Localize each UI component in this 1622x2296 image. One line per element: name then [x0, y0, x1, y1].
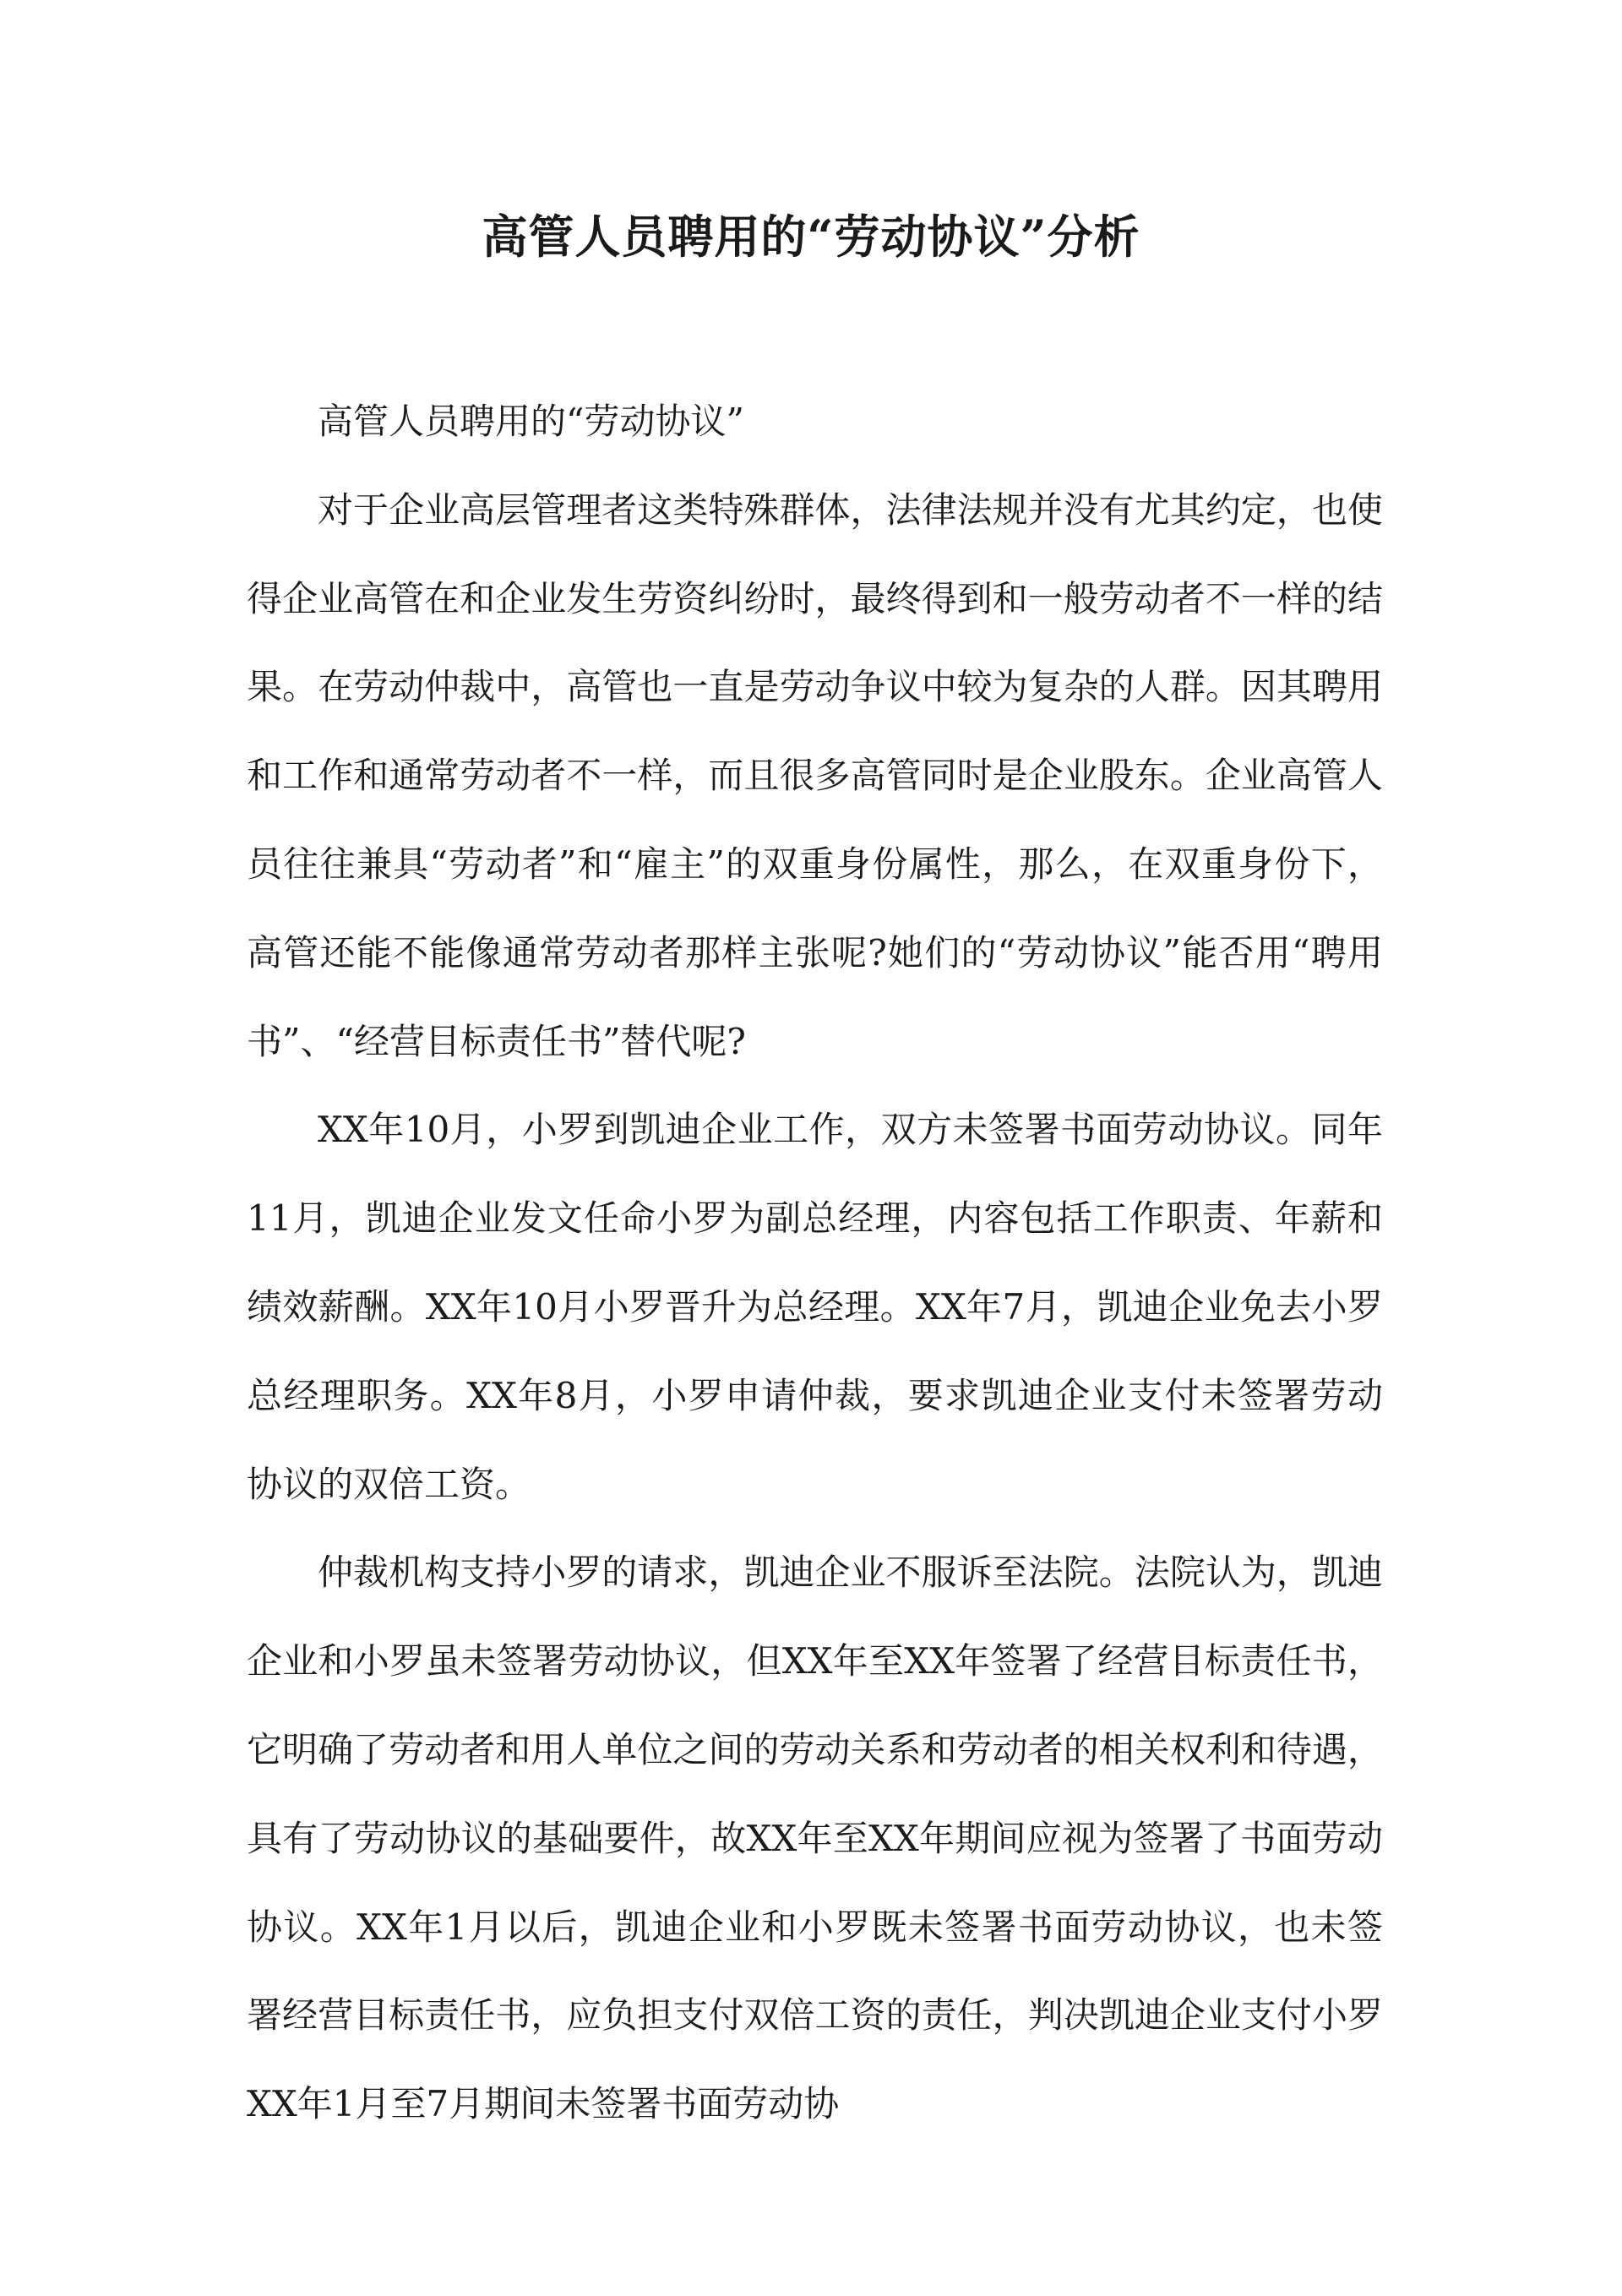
document-body [247, 378, 1383, 2149]
paragraph-intro: 对于企业高层管理者这类特殊群体，法律法规并没有尤其约定，也使得企业高管在和企业发生劳资纠纷时，最终得到和一般劳动者不一样的结果。在劳动仲裁中，高管也一直是劳动争议中较为复杂的人群。因其聘用和工作和通常劳动者不一样，而且很多高管同时是企业股东。企业高管人员往往兼具“劳动者”和“雇主”的双重身份属性，那么，在双重身份下，高管还能不能像通常劳动者那样主张呢?她们的“劳动协议”能否用“聘用书”、“经营目标责任书”替代呢? [247, 488, 1383, 1062]
paragraph-subtitle: 高管人员聘用的“劳动协议” [318, 401, 744, 442]
document-title: 高管人员聘用的“劳动协议”分析 [482, 210, 1140, 264]
paragraph-court-ruling: 仲裁机构支持小罗的请求，凯迪企业不服诉至法院。法院认为，凯迪企业和小罗虽未签署劳动协议，但XX年至XX年签署了经营目标责任书，它明确了劳动者和用人单位之间的劳动关系和劳动者的相关权利和待遇，具有了劳动协议的基础要件，故XX年至XX年期间应视为签署了书面劳动协议。XX年1月以后，凯迪企业和小罗既未签署书面劳动协议，也未签署经营目标责任书，应负担支付双倍工资的责任，判决凯迪企业支付小罗XX年1月至7月期间未签署书面劳动协 [247, 1552, 1383, 2125]
paragraph-case-facts: XX年10月，小罗到凯迪企业工作，双方未签署书面劳动协议。同年11月，凯迪企业发文任命小罗为副总经理，内容包括工作职责、年薪和绩效薪酬。XX年10月小罗晋升为总经理。XX年7月，凯迪企业免去小罗总经理职务。XX年8月，小罗申请仲裁，要求凯迪企业支付未签署劳动协议的双倍工资。 [247, 1109, 1383, 1505]
